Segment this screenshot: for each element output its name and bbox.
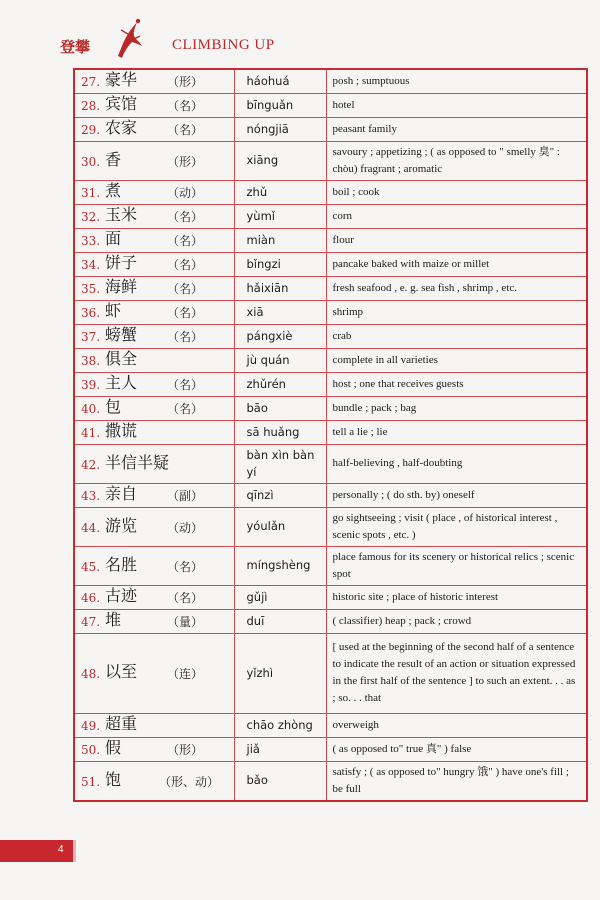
word-cell	[74, 117, 234, 141]
pinyin-cell: qīnzì	[234, 483, 326, 507]
chinese-word: 亲自	[105, 484, 138, 503]
entry-number: 34.	[81, 258, 101, 272]
word-cell	[74, 483, 234, 507]
chinese-word: 煮	[105, 181, 122, 200]
pinyin-cell: bāo	[234, 396, 326, 420]
part-of-speech: （名）	[167, 234, 204, 248]
word-cell	[74, 348, 234, 372]
word-cell	[74, 276, 234, 300]
meaning-cell: flour	[326, 228, 587, 252]
chinese-word: 主人	[105, 373, 138, 392]
entry-number: 40.	[81, 402, 101, 416]
meaning-cell: peasant family	[326, 117, 587, 141]
word-cell	[74, 444, 234, 483]
part-of-speech: （动）	[167, 520, 204, 535]
part-of-speech: （名）	[167, 591, 204, 605]
word-cell	[74, 300, 234, 324]
pinyin-cell: duī	[234, 609, 326, 633]
word-cell	[74, 204, 234, 228]
chinese-word: 宾馆	[105, 94, 138, 113]
entry-number: 51.	[81, 774, 101, 789]
pinyin-cell: yóulǎn	[234, 507, 326, 546]
part-of-speech: （形、动）	[159, 774, 220, 789]
chinese-word: 螃蟹	[105, 325, 138, 344]
chinese-word: 游览	[105, 515, 138, 535]
entry-number: 48.	[81, 667, 101, 681]
entry-number: 47.	[81, 615, 101, 629]
meaning-cell: place famous for its scenery or historical relics ; scenic spot	[326, 546, 587, 585]
word-cell	[74, 507, 234, 546]
part-of-speech: （名）	[167, 306, 204, 320]
word-cell	[74, 180, 234, 204]
vocab-row	[74, 713, 587, 737]
vocab-row	[74, 609, 587, 633]
entry-number: 27.	[81, 75, 101, 90]
part-of-speech: （副）	[167, 489, 204, 503]
part-of-speech: （名）	[167, 123, 204, 137]
pinyin-cell: yùmǐ	[234, 204, 326, 228]
part-of-speech: （名）	[167, 330, 204, 344]
pinyin-cell: jù quán	[234, 348, 326, 372]
chinese-word: 以至	[105, 662, 138, 681]
page-bar-edge	[73, 840, 76, 862]
entry-number: 31.	[81, 186, 101, 200]
part-of-speech: （动）	[167, 186, 204, 200]
word-cell	[74, 633, 234, 713]
entry-number: 35.	[81, 282, 101, 296]
vocab-row	[74, 444, 587, 483]
chinese-word: 撒谎	[105, 421, 138, 440]
vocab-row	[74, 93, 587, 117]
chinese-word: 古迹	[105, 586, 138, 605]
pinyin-cell: pángxiè	[234, 324, 326, 348]
meaning-cell: personally ; ( do sth. by) oneself	[326, 483, 587, 507]
meaning-cell: fresh seafood , e. g. sea fish , shrimp , etc.	[326, 276, 587, 300]
entry-number: 38.	[81, 354, 101, 368]
part-of-speech: （形）	[167, 743, 204, 757]
meaning-cell: posh ; sumptuous	[326, 69, 587, 93]
word-cell	[74, 713, 234, 737]
vocab-row	[74, 324, 587, 348]
meaning-cell: host ; one that receives guests	[326, 372, 587, 396]
vocab-row	[74, 300, 587, 324]
part-of-speech: （名）	[167, 99, 204, 113]
running-header	[60, 28, 580, 58]
entry-number: 39.	[81, 378, 101, 392]
meaning-cell: satisfy ; ( as opposed to" hungry 饿" ) have one's fill ; be full	[326, 761, 587, 801]
entry-number: 32.	[81, 210, 101, 224]
word-cell	[74, 228, 234, 252]
word-cell	[74, 324, 234, 348]
part-of-speech: （量）	[167, 615, 204, 629]
pinyin-cell: gǔjì	[234, 585, 326, 609]
pinyin-cell: míngshèng	[234, 546, 326, 585]
pinyin-cell: zhǔrén	[234, 372, 326, 396]
vocab-row	[74, 420, 587, 444]
word-cell	[74, 252, 234, 276]
chinese-word: 香	[105, 149, 122, 169]
header-chinese-title: 登攀	[60, 38, 91, 56]
pinyin-cell: bǐngzi	[234, 252, 326, 276]
entry-number: 33.	[81, 234, 101, 248]
chinese-word: 海鲜	[105, 277, 138, 296]
vocabulary-table-wrap	[73, 68, 586, 802]
entry-number: 28.	[81, 99, 101, 113]
entry-number: 49.	[81, 719, 101, 733]
chinese-word: 饼子	[105, 253, 138, 272]
vocab-row	[74, 348, 587, 372]
meaning-cell: complete in all varieties	[326, 348, 587, 372]
vocab-row	[74, 633, 587, 713]
pinyin-cell: chāo zhòng	[234, 713, 326, 737]
word-cell	[74, 420, 234, 444]
part-of-speech: （连）	[167, 667, 204, 681]
chinese-word: 玉米	[105, 205, 138, 224]
entry-number: 41.	[81, 426, 101, 440]
meaning-cell: crab	[326, 324, 587, 348]
meaning-cell: corn	[326, 204, 587, 228]
entry-number: 46.	[81, 591, 101, 605]
part-of-speech: （形）	[167, 75, 204, 90]
pinyin-cell: yǐzhì	[234, 633, 326, 713]
vocab-row	[74, 483, 587, 507]
part-of-speech: （形）	[167, 154, 204, 169]
vocab-row	[74, 228, 587, 252]
meaning-cell: pancake baked with maize or millet	[326, 252, 587, 276]
chinese-word: 虾	[105, 301, 122, 320]
chinese-word: 饱	[105, 769, 122, 789]
part-of-speech: （名）	[167, 282, 204, 296]
meaning-cell: [ used at the beginning of the second half of a sentence to indicate the result of an action or situation expressed in the first half of the sentence ] to such an extent. . . as ; so. . . that	[326, 633, 587, 713]
word-cell	[74, 609, 234, 633]
word-cell	[74, 396, 234, 420]
entry-number: 42.	[81, 457, 101, 472]
chinese-word: 名胜	[105, 554, 138, 574]
meaning-cell: historic site ; place of historic interest	[326, 585, 587, 609]
pinyin-cell: xiā	[234, 300, 326, 324]
entry-number: 43.	[81, 489, 101, 503]
word-cell	[74, 737, 234, 761]
part-of-speech: （名）	[167, 258, 204, 272]
chinese-word: 包	[105, 397, 122, 416]
word-cell	[74, 69, 234, 93]
meaning-cell: tell a lie ; lie	[326, 420, 587, 444]
entry-number: 37.	[81, 330, 101, 344]
vocabulary-table	[73, 68, 588, 802]
part-of-speech: （名）	[167, 210, 204, 224]
chinese-word: 堆	[105, 610, 122, 629]
meaning-cell: ( classifier) heap ; pack ; crowd	[326, 609, 587, 633]
vocab-row	[74, 180, 587, 204]
vocab-row	[74, 252, 587, 276]
entry-number: 44.	[81, 520, 101, 535]
meaning-cell: go sightseeing ; visit ( place , of historical interest , scenic spots , etc. )	[326, 507, 587, 546]
word-cell	[74, 93, 234, 117]
pinyin-cell: zhǔ	[234, 180, 326, 204]
vocab-row	[74, 117, 587, 141]
meaning-cell: hotel	[326, 93, 587, 117]
vocab-row	[74, 396, 587, 420]
entry-number: 45.	[81, 559, 101, 574]
part-of-speech: （名）	[167, 378, 204, 392]
word-cell	[74, 372, 234, 396]
pinyin-cell: xiāng	[234, 141, 326, 180]
vocab-row	[74, 546, 587, 585]
climber-logo-icon	[104, 16, 164, 64]
word-cell	[74, 546, 234, 585]
pinyin-cell: bīnguǎn	[234, 93, 326, 117]
header-english-title: CLIMBING UP	[172, 37, 275, 53]
meaning-cell: overweigh	[326, 713, 587, 737]
pinyin-cell: háohuá	[234, 69, 326, 93]
vocab-row	[74, 372, 587, 396]
part-of-speech: （名）	[167, 559, 204, 574]
chinese-word: 假	[105, 738, 122, 757]
pinyin-cell: jiǎ	[234, 737, 326, 761]
pinyin-cell: bàn xìn bàn yí	[234, 444, 326, 483]
meaning-cell: savoury ; appetizing ; ( as opposed to " smelly 臭" : chòu) fragrant ; aromatic	[326, 141, 587, 180]
chinese-word: 面	[105, 229, 122, 248]
vocab-row	[74, 141, 587, 180]
vocab-row	[74, 507, 587, 546]
vocab-row	[74, 69, 587, 93]
chinese-word: 农家	[105, 118, 138, 137]
part-of-speech: （名）	[167, 402, 204, 416]
pinyin-cell: bǎo	[234, 761, 326, 801]
pinyin-cell: miàn	[234, 228, 326, 252]
vocab-row	[74, 585, 587, 609]
meaning-cell: half-believing , half-doubting	[326, 444, 587, 483]
entry-number: 30.	[81, 154, 101, 169]
pinyin-cell: hǎixiān	[234, 276, 326, 300]
chinese-word: 俱全	[105, 349, 138, 368]
chinese-word: 半信半疑	[105, 452, 170, 472]
vocab-row	[74, 761, 587, 801]
meaning-cell: shrimp	[326, 300, 587, 324]
vocab-row	[74, 276, 587, 300]
meaning-cell: bundle ; pack ; bag	[326, 396, 587, 420]
meaning-cell: ( as opposed to" true 真" ) false	[326, 737, 587, 761]
vocab-row	[74, 204, 587, 228]
entry-number: 50.	[81, 743, 101, 757]
word-cell	[74, 141, 234, 180]
pinyin-cell: nóngjiā	[234, 117, 326, 141]
vocab-row	[74, 737, 587, 761]
entry-number: 29.	[81, 123, 101, 137]
page-number: 4	[58, 844, 64, 855]
entry-number: 36.	[81, 306, 101, 320]
chinese-word: 超重	[105, 714, 138, 733]
word-cell	[74, 585, 234, 609]
word-cell	[74, 761, 234, 801]
chinese-word: 豪华	[105, 70, 138, 90]
meaning-cell: boil ; cook	[326, 180, 587, 204]
pinyin-cell: sā huǎng	[234, 420, 326, 444]
